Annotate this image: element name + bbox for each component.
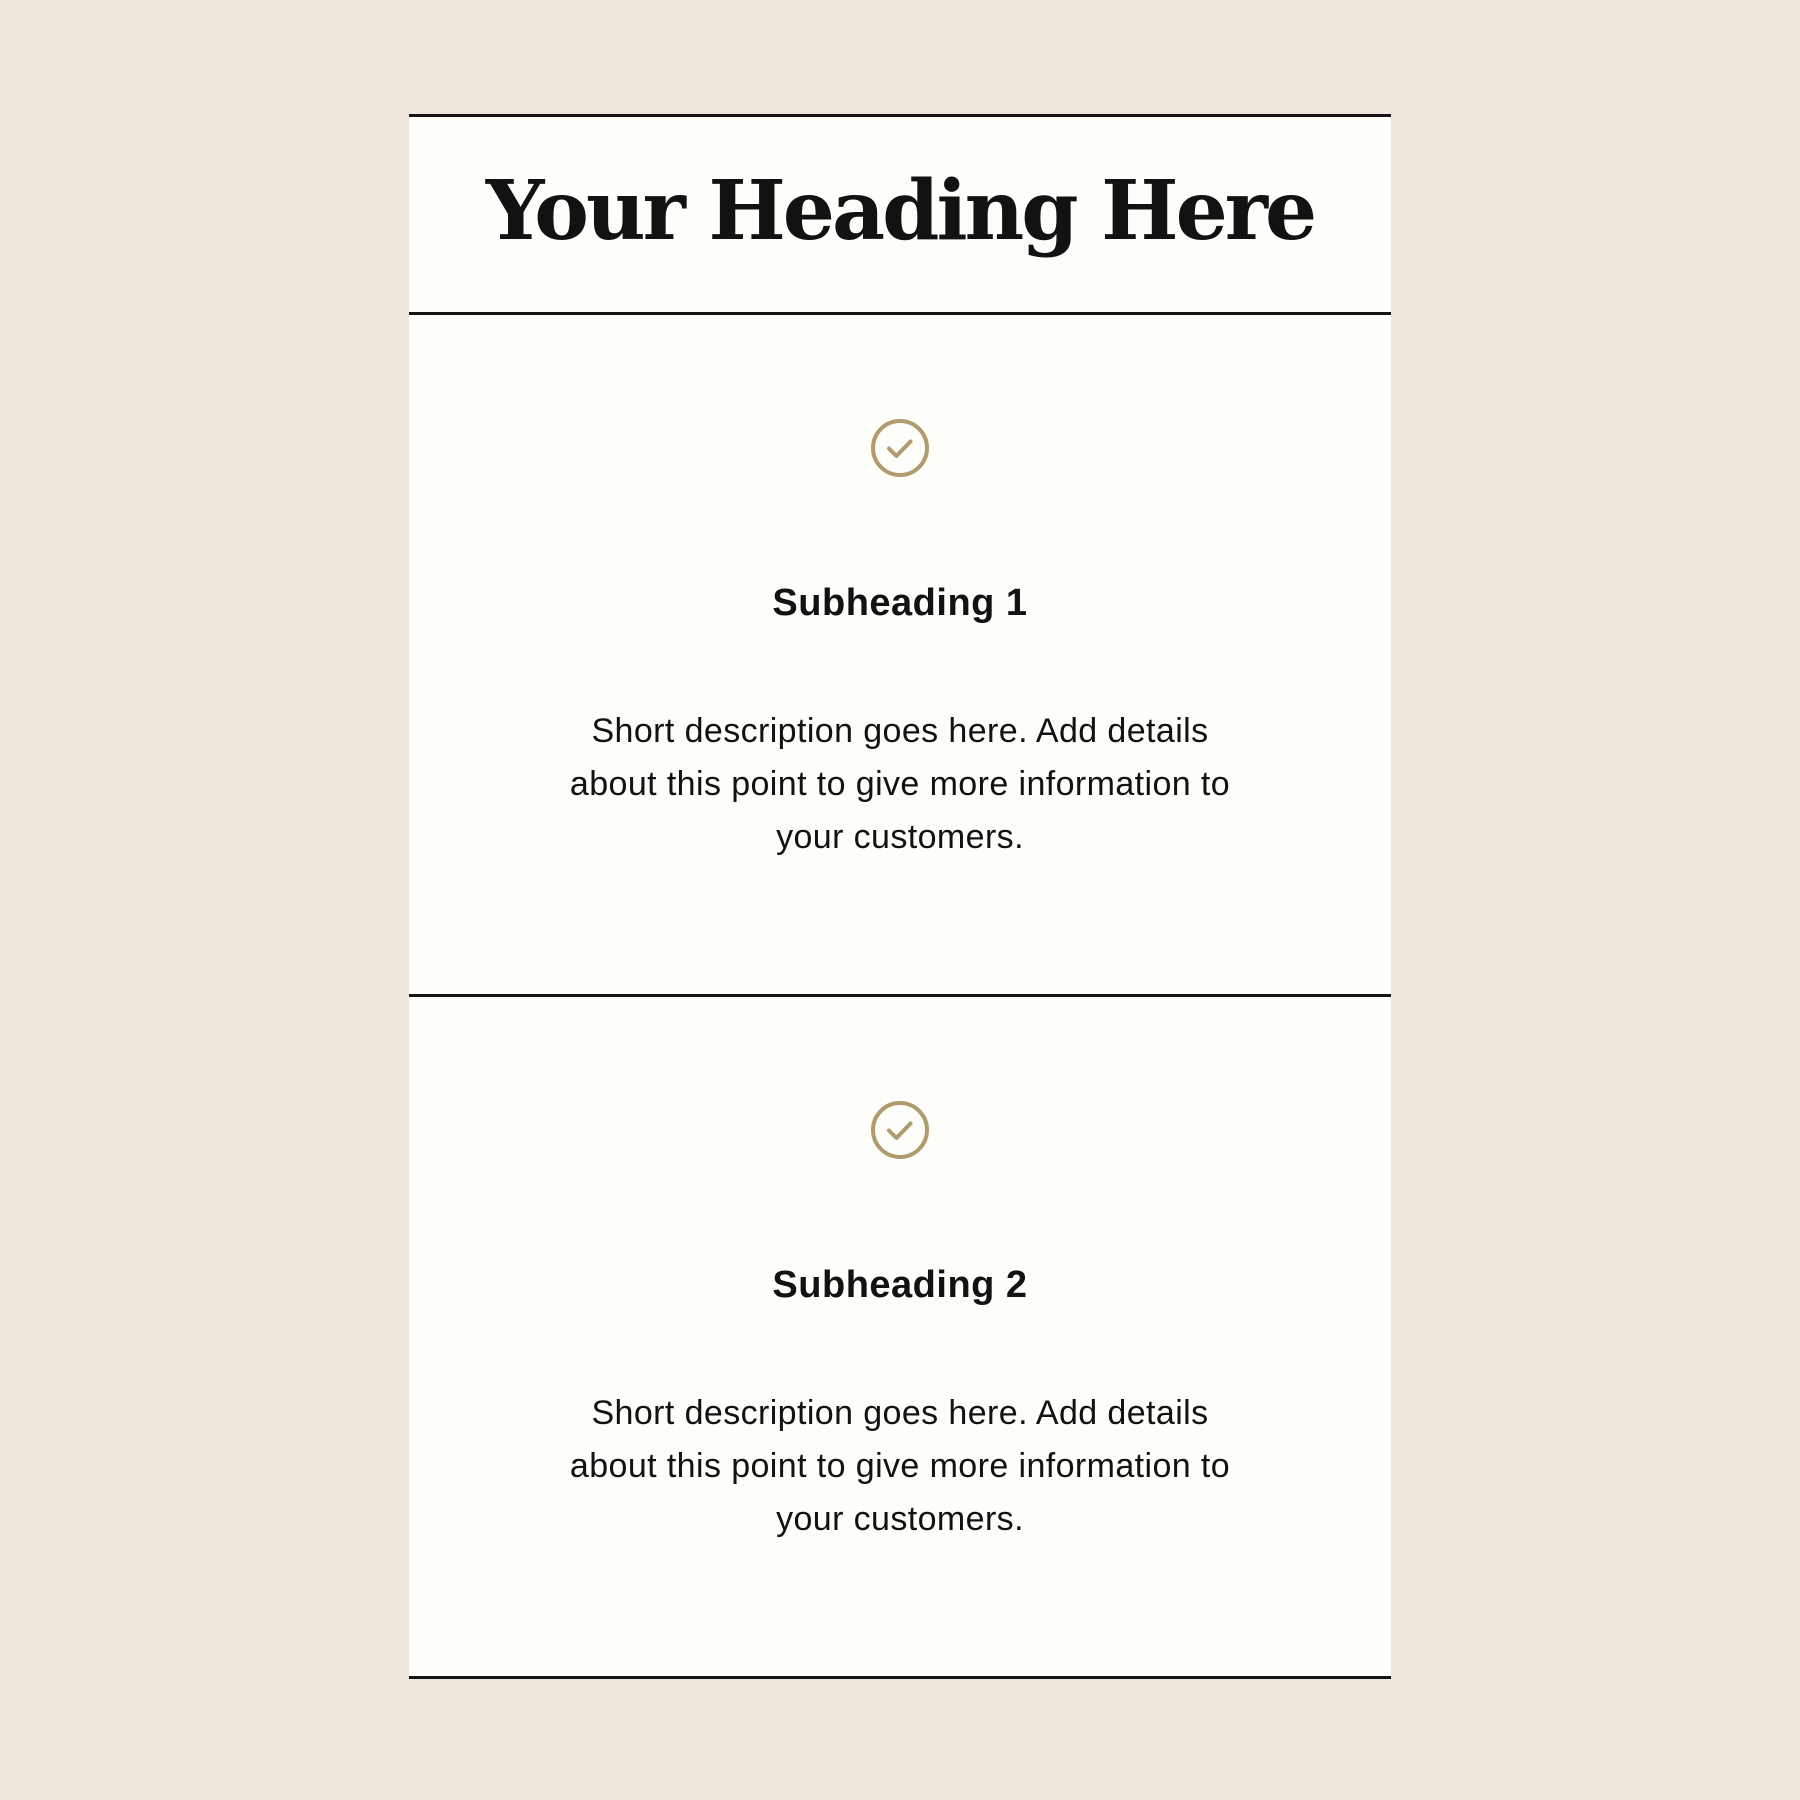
subheading-1: Subheading 1: [772, 582, 1028, 624]
subheading-2: Subheading 2: [772, 1264, 1028, 1306]
description-1: Short description goes here. Add details about this point to give more information to your customers.: [569, 712, 1231, 856]
card-header: [409, 117, 1391, 315]
check-circle-icon: [870, 1100, 930, 1160]
check-circle-icon: [870, 418, 930, 478]
page-title: Your Heading Here: [485, 162, 1315, 259]
feature-section-2: [409, 997, 1391, 1679]
feature-section-1: [409, 315, 1391, 997]
feature-card: [409, 114, 1391, 1679]
description-2: Short description goes here. Add details about this point to give more information to your customers.: [569, 1394, 1231, 1538]
